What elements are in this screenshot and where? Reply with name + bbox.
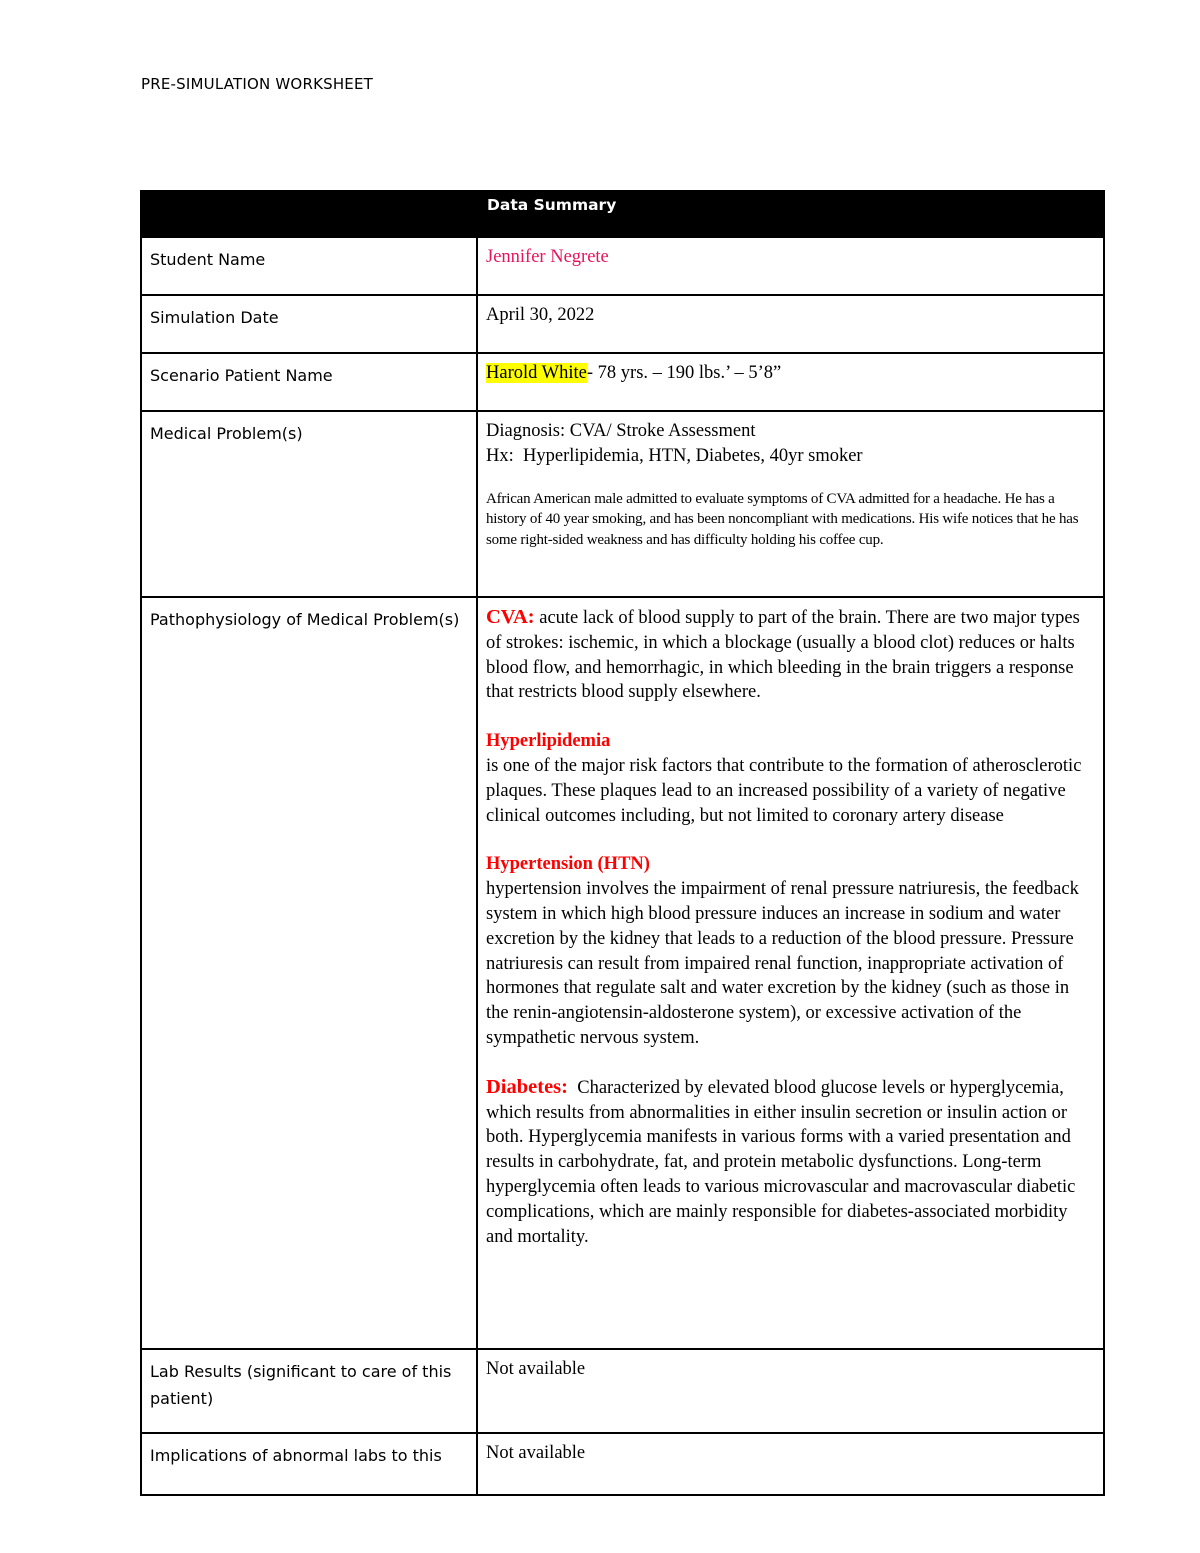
cva-term: CVA:: [486, 606, 535, 628]
htn-term: Hypertension (HTN): [486, 854, 650, 875]
history-line: Hx: Hyperlipidemia, HTN, Diabetes, 40yr smoker: [486, 445, 863, 466]
table-row: [141, 411, 1104, 597]
student-name-value: Jennifer Negrete: [477, 237, 1104, 295]
lab-results-value: Not available: [477, 1349, 1104, 1433]
lab-results-label: Lab Results (significant to care of this patient): [141, 1349, 477, 1433]
implications-value: Not available: [477, 1433, 1104, 1495]
patient-details: - 78 yrs. – 190 lbs.’ – 5’8”: [586, 363, 782, 383]
hyperlipidemia-text: is one of the major risk factors that contribute to the formation of atherosclerotic plaques. These plaques lead to an increased possibility of a variety of negative clinical outcomes including, but not limited to coronary artery disease: [486, 755, 1082, 826]
scenario-patient-value: [477, 353, 1104, 411]
pathophysiology-value: [477, 597, 1104, 1349]
diabetes-text: Characterized by elevated blood glucose levels or hyperglycemia, which results from abnormalities in either insulin secretion or insulin action or both. Hyperglycemia manifests in various forms with a varied presentation and results in carbohydrate, fat, and protein metabolic dysfunctions. Long-term hyperglycemia often leads to various microvascular and macrovascular diabetic complications, which are mainly responsible for diabetes-associated morbidity and mortality.: [486, 1077, 1080, 1247]
simulation-date-value: April 30, 2022: [477, 295, 1104, 353]
scenario-patient-label: Scenario Patient Name: [141, 353, 477, 411]
table-header-row: [141, 191, 1104, 237]
pathophysiology-label: Pathophysiology of Medical Problem(s): [141, 597, 477, 1349]
table-row: [141, 295, 1104, 353]
medical-problems-value: [477, 411, 1104, 597]
patient-narrative: African American male admitted to evaluate symptoms of CVA admitted for a headache. He has a history of 40 year smoking, and has been noncompliant with medications. His wife notices that he has some right-sided weakness and has difficulty holding his coffee cup.: [486, 490, 1079, 548]
patient-name-highlight: Harold White: [486, 363, 587, 383]
table-row: [141, 237, 1104, 295]
hyperlipidemia-term: Hyperlipidemia: [486, 731, 611, 752]
cva-paragraph: [486, 605, 1095, 705]
cva-text: acute lack of blood supply to part of the brain. There are two major types of strokes: ischemic, in which a blockage (usually a blood clot) reduces or halts blood flow, and hemorrhagic, in which bleeding in the brain triggers a response that restricts blood supply elsewhere.: [486, 608, 1080, 703]
data-summary-table: [140, 190, 1105, 1496]
table-row: [141, 597, 1104, 1349]
simulation-date-label: Simulation Date: [141, 295, 477, 353]
diabetes-paragraph: [486, 1075, 1095, 1250]
student-name-label: Student Name: [141, 237, 477, 295]
htn-text: hypertension involves the impairment of renal pressure natriuresis, the feedback system in which high blood pressure induces an increase in sodium and water excretion by the kidney that leads to a reduction of the blood pressure. Pressure natriuresis can result from impaired renal function, inappropriate activation of hormones that regulate salt and water excretion by the kidney (such as those in the renin-angiotensin-aldosterone system), or excessive activation of the sympathetic nervous system.: [486, 879, 1079, 1048]
table-row: [141, 1433, 1104, 1495]
table-row: [141, 353, 1104, 411]
implications-label: Implications of abnormal labs to this: [141, 1433, 477, 1495]
table-title: Data Summary: [141, 191, 1104, 237]
medical-problems-label: Medical Problem(s): [141, 411, 477, 597]
table-row: [141, 1349, 1104, 1433]
diabetes-term: Diabetes:: [486, 1075, 568, 1098]
page-header: PRE-SIMULATION WORKSHEET: [141, 75, 374, 93]
diagnosis-line: Diagnosis: CVA/ Stroke Assessment: [486, 421, 756, 441]
